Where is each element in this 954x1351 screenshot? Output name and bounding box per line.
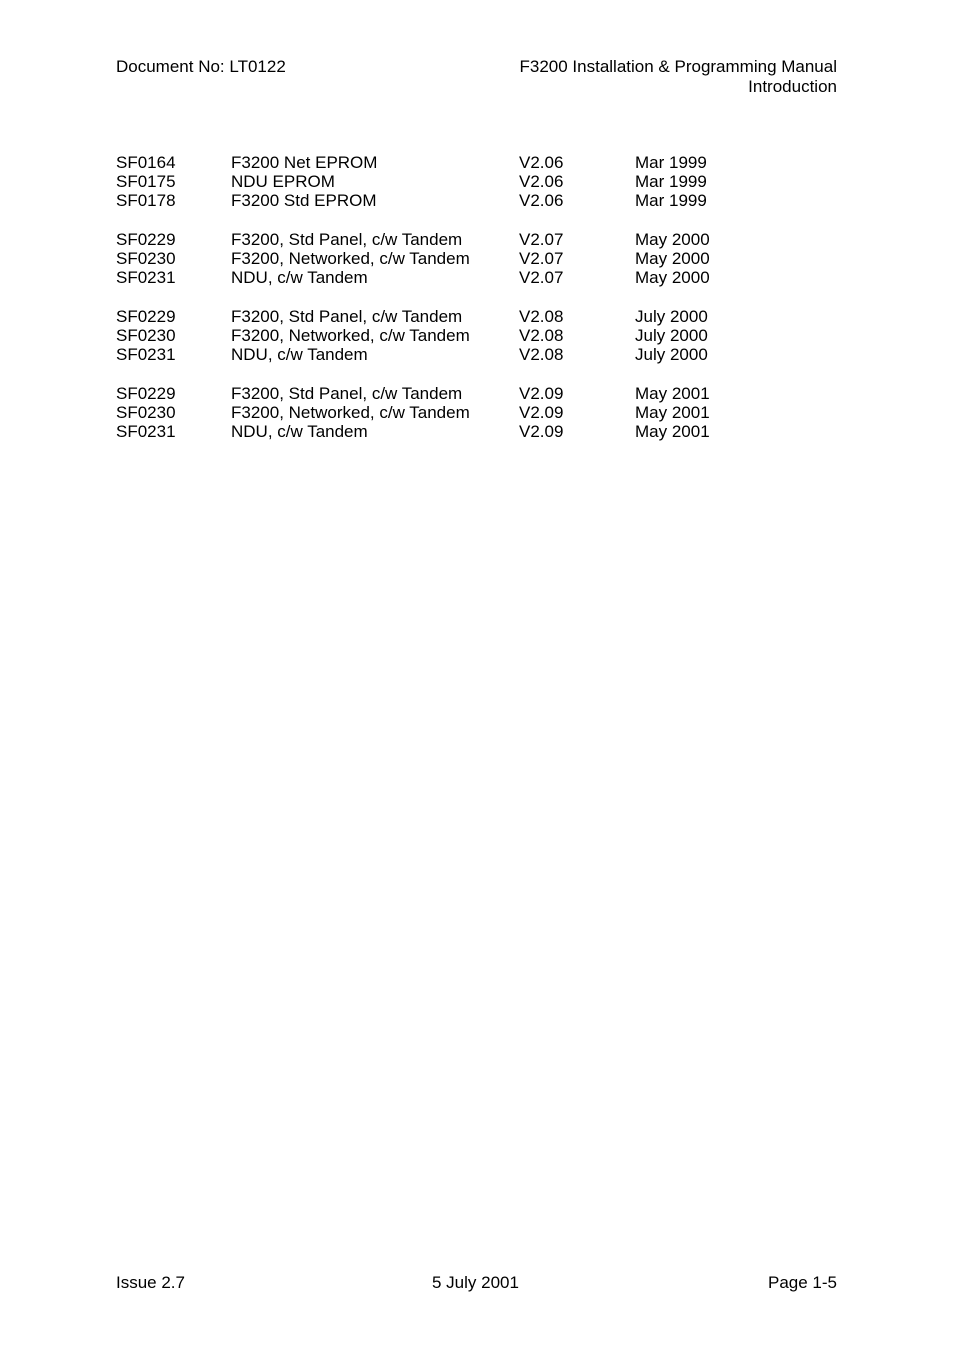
software-code: SF0164 (116, 153, 176, 172)
table-row (116, 249, 836, 268)
software-version: V2.06 (519, 191, 564, 210)
issue-number: Issue 2.7 (116, 1273, 185, 1292)
release-date: May 2000 (635, 249, 710, 268)
software-description: F3200, Networked, c/w Tandem (231, 249, 470, 268)
software-code: SF0230 (116, 403, 176, 422)
issue-date: 5 July 2001 (432, 1273, 519, 1292)
table-row (116, 422, 836, 441)
software-code: SF0230 (116, 249, 176, 268)
software-description: F3200 Std EPROM (231, 191, 377, 210)
table-row (116, 345, 836, 364)
software-version: V2.09 (519, 384, 564, 403)
software-description: F3200, Networked, c/w Tandem (231, 403, 470, 422)
software-description: NDU, c/w Tandem (231, 422, 368, 441)
table-row (116, 230, 836, 249)
release-date: Mar 1999 (635, 153, 707, 172)
release-date: May 2001 (635, 384, 710, 403)
table-row (116, 403, 836, 422)
software-version: V2.07 (519, 230, 564, 249)
release-date: May 2001 (635, 403, 710, 422)
software-release-table (116, 153, 836, 461)
table-row (116, 153, 836, 172)
software-description: NDU, c/w Tandem (231, 345, 368, 364)
software-description: F3200, Networked, c/w Tandem (231, 326, 470, 345)
software-code: SF0231 (116, 422, 176, 441)
software-code: SF0175 (116, 172, 176, 191)
software-code: SF0229 (116, 307, 176, 326)
release-group (116, 307, 836, 364)
table-row (116, 307, 836, 326)
software-version: V2.06 (519, 153, 564, 172)
table-row (116, 384, 836, 403)
release-date: May 2001 (635, 422, 710, 441)
software-version: V2.09 (519, 403, 564, 422)
software-version: V2.09 (519, 422, 564, 441)
software-description: F3200, Std Panel, c/w Tandem (231, 384, 463, 403)
release-date: May 2000 (635, 230, 710, 249)
release-date: May 2000 (635, 268, 710, 287)
document-number: Document No: LT0122 (116, 57, 286, 76)
page-header (116, 57, 837, 101)
release-group (116, 230, 836, 287)
software-description: F3200, Std Panel, c/w Tandem (231, 230, 463, 249)
header-right-block (520, 57, 838, 97)
software-description: NDU EPROM (231, 172, 335, 191)
software-version: V2.08 (519, 345, 564, 364)
software-version: V2.07 (519, 249, 564, 268)
release-date: Mar 1999 (635, 172, 707, 191)
release-date: July 2000 (635, 345, 708, 364)
page-footer (116, 1273, 837, 1293)
software-code: SF0229 (116, 230, 176, 249)
section-title: Introduction (748, 77, 837, 96)
table-row (116, 326, 836, 345)
software-code: SF0230 (116, 326, 176, 345)
software-description: NDU, c/w Tandem (231, 268, 368, 287)
table-row (116, 172, 836, 191)
release-date: July 2000 (635, 307, 708, 326)
release-group (116, 384, 836, 441)
software-version: V2.07 (519, 268, 564, 287)
release-date: Mar 1999 (635, 191, 707, 210)
software-code: SF0231 (116, 268, 176, 287)
manual-title: F3200 Installation & Programming Manual (519, 57, 837, 76)
page-number: Page 1-5 (768, 1273, 837, 1292)
software-description: F3200, Std Panel, c/w Tandem (231, 307, 463, 326)
release-date: July 2000 (635, 326, 708, 345)
software-code: SF0229 (116, 384, 176, 403)
software-code: SF0178 (116, 191, 176, 210)
software-version: V2.08 (519, 307, 564, 326)
release-group (116, 153, 836, 210)
table-row (116, 191, 836, 210)
software-version: V2.08 (519, 326, 564, 345)
software-code: SF0231 (116, 345, 176, 364)
table-row (116, 268, 836, 287)
software-version: V2.06 (519, 172, 564, 191)
software-description: F3200 Net EPROM (231, 153, 378, 172)
